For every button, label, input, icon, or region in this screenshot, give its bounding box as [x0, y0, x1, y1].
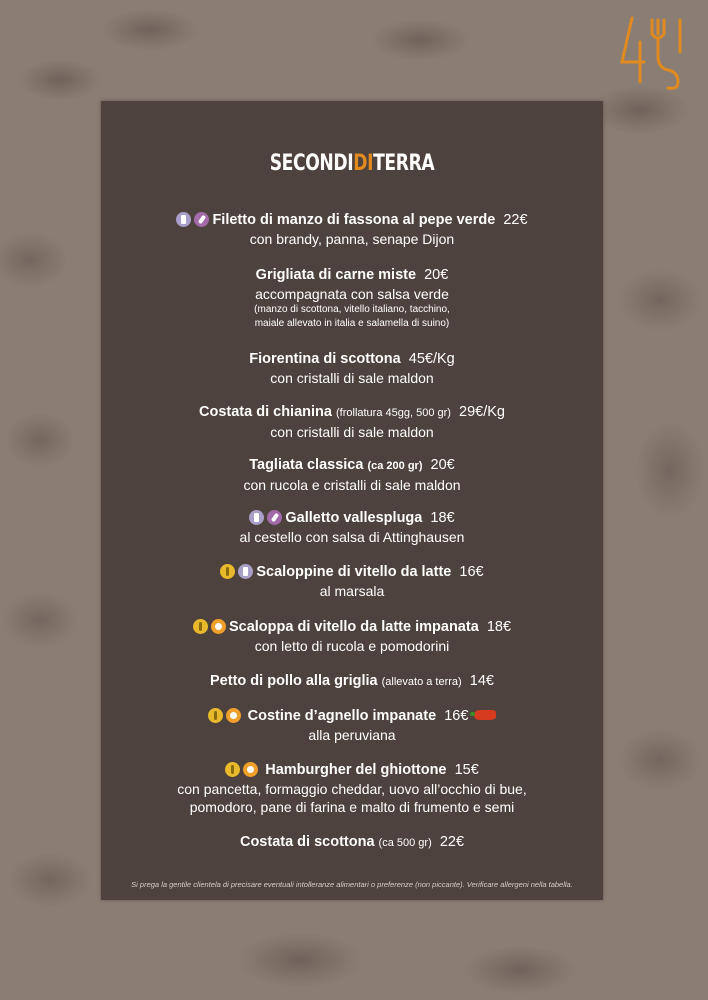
sulfite-icon	[194, 212, 209, 227]
lactose-icon	[238, 564, 253, 579]
menu-item	[101, 761, 603, 816]
egg-icon	[226, 708, 241, 723]
item-price: 22€	[439, 834, 465, 850]
item-price: 16€	[459, 564, 484, 580]
menu-panel	[101, 101, 603, 900]
lactose-icon	[176, 212, 191, 227]
item-name: Costata di chianina	[199, 404, 332, 420]
item-name: Costine d’agnello impanate	[247, 708, 437, 724]
menu-item	[101, 707, 603, 744]
menu-item	[101, 350, 603, 387]
menu-item	[101, 403, 603, 441]
item-note: (ca 500 gr)	[378, 837, 432, 849]
item-name: Galletto vallespluga	[285, 510, 423, 526]
egg-icon	[243, 762, 258, 777]
item-name: Grigliata di carne miste	[255, 267, 417, 283]
item-description: al cestello con salsa di Attinghausen	[239, 529, 465, 545]
menu-item	[101, 563, 603, 600]
item-name: Scaloppine di vitello da latte	[256, 564, 452, 580]
item-price: 14€	[469, 673, 494, 689]
page-title: SECONDIDITERRA	[269, 151, 435, 176]
item-price: 18€	[430, 510, 455, 526]
item-note: (allevato a terra)	[381, 676, 462, 688]
menu-item	[101, 833, 603, 853]
item-description: con rucola e cristalli di sale maldon	[243, 477, 461, 493]
item-description: con cristalli di sale maldon	[270, 424, 434, 440]
chili-pepper-icon	[474, 710, 496, 720]
fork-knife-logo-icon	[618, 12, 690, 92]
item-price: 15€	[454, 762, 479, 778]
menu-item	[101, 618, 603, 655]
gluten-icon	[220, 564, 235, 579]
item-detail: maiale allevato in italia e salamella di suino)	[254, 318, 450, 329]
item-name: Scaloppa di vitello da latte impanata	[228, 619, 479, 635]
item-price: 18€	[486, 619, 512, 635]
item-description: accompagnata con salsa verde	[255, 286, 449, 302]
menu-item	[101, 672, 603, 692]
item-description: con letto di rucola e pomodorini	[254, 638, 450, 654]
item-name: Petto di pollo alla griglia	[210, 673, 378, 689]
item-note: (frollatura 45gg, 500 gr)	[336, 407, 451, 419]
item-name: Costata di scottona	[239, 834, 375, 850]
item-description: alla peruviana	[308, 727, 396, 743]
item-description: con cristalli di sale maldon	[270, 370, 434, 386]
item-price: 20€	[424, 267, 449, 283]
gluten-icon	[193, 619, 208, 634]
allergen-disclaimer: Si prega la gentile clientela di precisare eventuali intolleranze alimentari o preferenze (non piccante). Verificare allergeni nella tabella.	[131, 880, 573, 889]
item-name: Hamburgher del ghiottone	[265, 762, 447, 778]
item-note: (ca 200 gr)	[367, 460, 423, 472]
item-name: Tagliata classica	[249, 457, 364, 473]
item-description: al marsala	[319, 583, 385, 599]
gluten-icon	[225, 762, 240, 777]
item-price: 22€	[503, 212, 528, 228]
egg-icon	[211, 619, 226, 634]
menu-item	[101, 211, 603, 248]
item-name: Fiorentina di scottona	[249, 351, 401, 367]
lactose-icon	[249, 510, 264, 525]
gluten-icon	[208, 708, 223, 723]
item-price: 45€/Kg	[408, 351, 455, 367]
menu-item	[101, 266, 603, 331]
item-detail: (manzo di scottona, vitello italiano, tacchino,	[254, 304, 450, 315]
item-price: 20€	[430, 457, 455, 473]
item-name: Filetto di manzo di fassona al pepe verde	[212, 212, 496, 228]
item-description: con pancetta, formaggio cheddar, uovo all’occhio di bue,	[177, 781, 527, 797]
item-description: con brandy, panna, senape Dijon	[249, 231, 455, 247]
item-price: 29€/Kg	[459, 404, 505, 420]
menu-item	[101, 509, 603, 546]
item-description: pomodoro, pane di farina e malto di frumento e semi	[189, 799, 515, 815]
menu-item	[101, 456, 603, 494]
item-price: 16€	[444, 708, 469, 724]
sulfite-icon	[267, 510, 282, 525]
